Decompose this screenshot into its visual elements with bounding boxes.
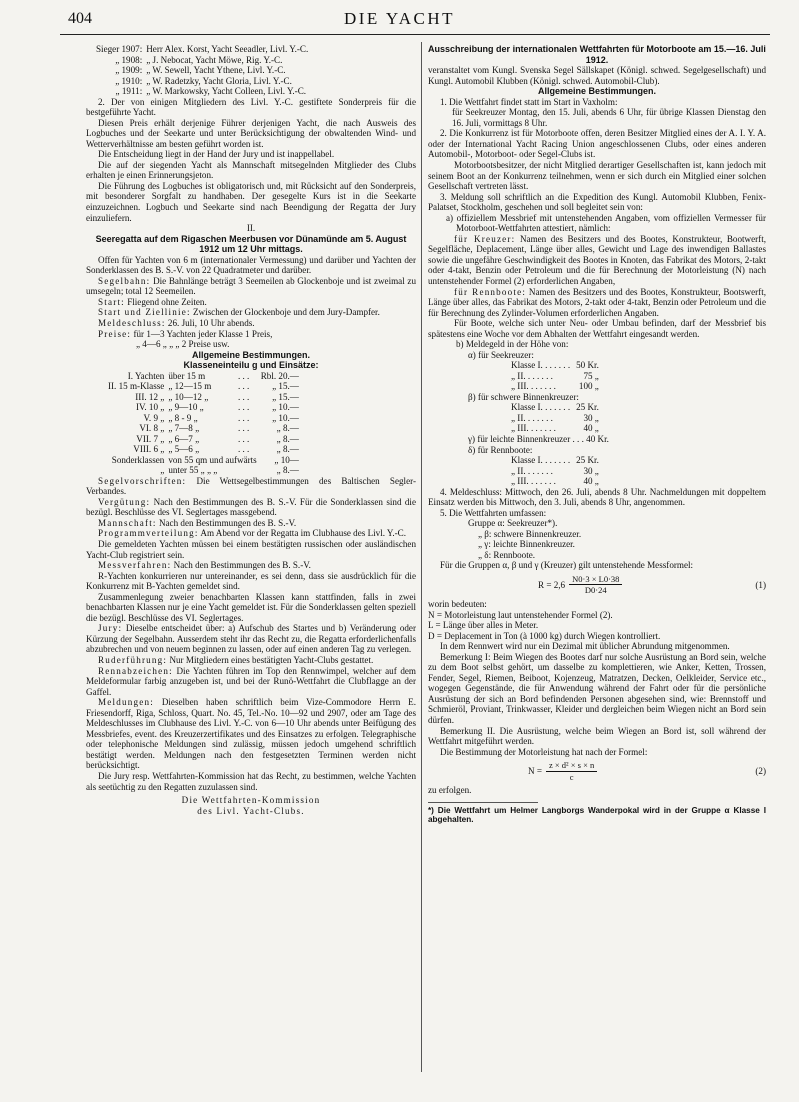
section-number: II. [246, 223, 256, 234]
group-item: Gruppe α: Seekreuzer*). [468, 518, 558, 529]
paragraph: Programmverteilung: Am Abend vor der Regatta im Clubhause des Livl. Y.-C. [98, 528, 406, 539]
paragraph: Die gemeldeten Yachten müssen bei einem bestätigten russischen oder ausländischen Yacht-Club registriert sein. [86, 539, 416, 560]
paragraph: Die Führung des Logbuches ist obligatorisch und, mit Rücksicht auf den Sonderpreis, mit besonderer Sorgfalt zu handhaben. Der gesegelte Kurs ist in die Seekarte einzuzeichnen. Logbuch und Seekarte sind nach Beendigung der Regatta der Jury einzuliefern. [86, 180, 416, 223]
formula-lhs: R = 2,6 [538, 579, 566, 590]
paragraph: Für die Gruppen α, β und γ (Kreuzer) gilt untenstehende Messformel: [440, 560, 694, 571]
section-heading: Ausschreibung der internationalen Wettfahrten für Motorboote am 15.—16. Juli 1912. [428, 44, 766, 65]
definition: L = Länge über alles in Meter. [428, 620, 539, 631]
paragraph: Ruderführung: Nur Mitgliedern eines bestätigten Yacht-Clubs gestattet. [98, 655, 374, 666]
paragraph: 4. Meldeschluss: Mittwoch, den 26. Juli, abends 8 Uhr. Nachmeldungen mit doppeltem Einsatz werden bis Mittwoch, den 3. Juli, abends 8 Uhr, angenommen. [428, 486, 766, 508]
formula-number: (2) [755, 765, 766, 776]
fee-row: „ II. . . . . . . 30 „ [511, 465, 599, 476]
formula-1 [428, 574, 766, 596]
group-item: „ δ: Rennboote. [478, 549, 536, 560]
subheading: Allgemeine Bestimmungen. [537, 86, 657, 97]
paragraph: R-Yachten konkurrieren nur untereinander, es sei denn, dass sie ausdrücklich für die Konkurrenz mit B-Yachten gemeldet sind. [86, 570, 416, 592]
winner-row: „ 1909: „ W. Sewell, Yacht Ythene, Livl. Y.-C. [115, 65, 286, 75]
paragraph: für Rennboote: Namen des Besitzers und des Bootes, Konstrukteur, Bootswerft, Länge über alles, das Fabrikat des Motors, 2-takt oder 4-takt, Benzin oder Petroleum und die für Berechnung des Zylinder-Volumen erforderlichen Angaben. [428, 286, 767, 318]
header-rule [60, 34, 770, 35]
paragraph: Für Boote, welche sich unter Neu- oder Umbau befinden, darf der Messbrief bis spätestens eine Woche vor dem Abhalten der Wettfahrt eingesandt werden. [428, 318, 766, 339]
class-row: III. 12 „ „ 10—12 „ . . . „ 15.— [135, 391, 299, 402]
class-row: I. Yachten über 15 m . . . Rbl. 20.— [127, 370, 299, 381]
fee-row: Klasse I. . . . . . . 50 Kr. [511, 360, 599, 371]
fee-table [508, 402, 602, 434]
fee-group: β) für schwere Binnenkreuzer: [468, 391, 579, 402]
paragraph: 3. Meldung soll schriftlich an die Expedition des Kungl. Automobil Klubben, Fenix-Palatset, Stockholm, geschehen und soll begleitet sein von: [428, 191, 766, 213]
formula-fraction [569, 574, 622, 596]
paragraph: 2. Der von einigen Mitgliedern des Livl. Y.-C. gestiftete Sonderpreis für die bestgeführte Yacht. [86, 96, 416, 118]
formula-number: (1) [755, 579, 766, 590]
paragraph: worin bedeuten: [428, 599, 487, 610]
fee-row: „ II. . . . . . . 30 „ [511, 412, 599, 423]
paragraph: Diesen Preis erhält derjenige Führer derjenigen Yacht, die nach Ausweis des Logbuches und der Seekarte und unter Berücksichtigung der obwaltenden Wind- und Wetterverhältnisse am besten geführt worden ist. [86, 117, 416, 149]
subheading: Klasseneinteilu g und Einsätze: [183, 360, 319, 371]
fee-table [508, 455, 602, 487]
class-row: V. 9 „ „ 8 - 9 „ . . . „ 10.— [143, 412, 299, 423]
paragraph: Segelbahn: Die Bahnlänge beträgt 3 Seemeilen ab Glockenboje und ist zweimal zu umsegeln; total 12 Seemeilen. [86, 275, 416, 297]
fee-list [428, 350, 766, 487]
paragraph: Jury: Dieselbe entscheidet über: a) Aufschub des Startes und b) Veränderung oder Kürzung der Segelbahn. Ausserdem steht ihr das Recht zu, die Regatta erforderlichenfalls abzubrechen und von neuem beginnen zu lassen, oder auf einen anderen Tag zu verlegen. [86, 623, 416, 655]
paragraph: Meldeschluss: 26. Juli, 10 Uhr abends. [98, 317, 255, 328]
fee-row: Klasse I. . . . . . . 25 Kr. [511, 402, 599, 413]
page-number: 404 [68, 10, 92, 27]
paragraph: Meldungen: Dieselben haben schriftlich beim Vize-Commodore Herrn E. Friesendorff, Riga, Schloss, Quart. No. 45, Tel.-No. 10—92 und 2907, oder am Tage des Meldeschlusses im Clubhause des Livl. Y.-C. von 6—10 Uhr abends unter Beifügung des Messbriefes, event. des Kreuzerzertifikates und des Einsatzes zu erfolgen. Telegraphische oder telephonische Meldungen sind zulässig, müssen jedoch umgehend schriftlich bestätigt werden. Meldungen nach den festgesetzten Terminen werden nicht berücksichtigt. [86, 697, 417, 771]
fee-group: α) für Seekreuzer: [468, 349, 534, 360]
class-row: VII. 7 „ „ 6—7 „ . . . „ 8.— [136, 433, 299, 444]
right-column [428, 44, 766, 825]
paragraph: Die auf der siegenden Yacht als Mannschaft mitsegelnden Mitglieder des Clubs erhalten je einen Erinnerungsjeton. [86, 159, 416, 181]
paragraph: Start: Fliegend ohne Zeiten. [98, 296, 207, 307]
paragraph: Segelvorschriften: Die Wettsegelbestimmungen des Baltischen Segler-Verbandes. [86, 475, 416, 497]
paragraph: Start und Ziellinie: Zwischen der Glockenboje und dem Jury-Dampfer. [98, 307, 380, 318]
definition: D = Deplacement in Ton (à 1000 kg) durch Wiegen kontrolliert. [428, 630, 661, 641]
paragraph: b) Meldegeld in der Höhe von: [456, 339, 569, 350]
winner-row: „ 1910: „ W. Radetzky, Yacht Gloria, Livl. Y.-C. [115, 75, 292, 86]
class-row: IV. 10 „ „ 9—10 „ . . . „ 10.— [135, 402, 299, 413]
fee-group: δ) für Rennboote: [468, 444, 533, 455]
class-row: II. 15 m-Klasse „ 12—15 m . . . „ 15.— [108, 381, 299, 392]
class-row: VIII. 6 „ „ 5—6 „ . . . „ 8.— [133, 444, 299, 455]
paragraph: Offen für Yachten von 6 m (internationaler Vermessung) und darüber und Yachten der Sonderklassen des B. S.-V. von 22 Quadratmeter und darüber. [86, 254, 416, 276]
paragraph: Motorbootsbesitzer, der nicht Mitglied derartiger Gesellschaften ist, kann jedoch mit seinem Boot an der Konkurrenz teilnehmen, wenn er sich durch ein Mitglied einer solchen Gesellschaft vertreten lässt. [428, 160, 766, 192]
journal-title: DIE YACHT [343, 9, 456, 28]
definition-list [428, 610, 766, 642]
paragraph: Zusammenlegung zweier benachbarten Klassen kann stattfinden, falls in zwei benachbarten Klassen nur je eine Yacht gemeldet ist. Für die Sonderklassen gelten speziell die bezügl. Beschlüsse des VI. Seglertages. [86, 591, 416, 623]
winner-row: „ 1908: „ J. Nebocat, Yacht Möwe, Rig. Y.-C. [115, 54, 283, 65]
footnote-rule [428, 802, 538, 803]
page-header [0, 0, 799, 34]
formula-lhs: N = [528, 765, 542, 776]
fee-row: „ III. . . . . . . 100 „ [511, 381, 599, 392]
paragraph: Die Entscheidung liegt in der Hand der Jury und ist inappellabel. [98, 149, 335, 160]
fee-table [508, 360, 602, 392]
footnote: *) Die Wettfahrt um Helmer Langborgs Wanderpokal wird in der Gruppe α Klasse I abgehalten. [428, 805, 766, 825]
paragraph: Rennabzeichen: Die Yachten führen im Top den Rennwimpel, welcher auf dem Meldeformular farbig anzugeben ist, und bei der Runö-Wettfahrt die Clubflagge an der Gaffel. [86, 665, 416, 697]
paragraph: 2. Die Konkurrenz ist für Motorboote offen, deren Besitzer Mitglied eines der A. I. Y. A. oder der International Yacht Racing Union angeschlossenen Clubs, oder eines anderen Automobil-, Motorboot- oder Segel-Clubs ist. [428, 128, 766, 160]
formula-denominator: c [569, 771, 574, 782]
winner-row: „ 1911: „ W. Markowsky, Yacht Colleen, Livl. Y.-C. [115, 86, 307, 96]
prizes-line2: „ 4—6 „ „ „ 2 Preise usw. [136, 339, 230, 350]
formula-denominator: D0·24 [584, 585, 607, 596]
signature-line: Die Wettfahrten-Kommission [181, 795, 321, 806]
fee-row: „ III. . . . . . . 40 „ [511, 476, 599, 487]
definition: N = Motorleistung laut untenstehender Formel (2). [428, 609, 613, 620]
group-item: „ β: schwere Binnenkreuzer. [478, 528, 582, 539]
note: Bemerkung II. Die Ausrüstung, welche beim Wiegen an Bord ist, soll während der Wettfahrt mitgeführt werden. [428, 725, 766, 747]
formula-numerator: z × d² × s × n [546, 760, 597, 772]
paragraph: Vergütung: Nach den Bestimmungen des B. S.-V. Für die Sonderklassen sind die bezügl. Beschlüsse des VI. Seglertages massgebend. [86, 496, 416, 518]
paragraph: für Seekreuzer Montag, den 15. Juli, abends 6 Uhr, für übrige Klassen Dienstag den 16. Juli, vormittags 8 Uhr. [452, 107, 766, 128]
class-table [106, 371, 301, 476]
signature-line: des Livl. Yacht-Clubs. [197, 805, 305, 816]
winner-row: Sieger 1907: Herr Alex. Korst, Yacht Seeadler, Livl. Y.-C. [96, 44, 309, 54]
organizer: veranstaltet vom Kungl. Svenska Segel Sällskapet (Königl. schwed. Segelgesellschaft) und Kungl. Automobil Klubben (Königl. schwed. Automobil-Club). [428, 65, 766, 86]
paragraph: Die Jury resp. Wettfahrten-Kommission hat das Recht, zu bestimmen, welche Yachten als seetüchtig zu den Regatten zuzulassen sind. [86, 771, 416, 792]
paragraph: für Kreuzer: Namen des Besitzers und des Bootes, Konstrukteur, Bootwerft, Segelfläche, Deplacement, Länge über alles, Gewicht und Lage des inwendigen Ballastes sowie die ungefähre Geschwindigkeit des Bootes in Knoten, das Fabrikat des Motors, 2-takt oder 4-takt, Benzin oder Petroleum und die für Berechnung der Motorleistung (N) nach untenstehender Formel (2) erforderlichen Angaben, [428, 233, 767, 287]
group-item: „ γ: leichte Binnenkreuzer. [478, 539, 575, 550]
fee-row: Klasse I. . . . . . . 25 Kr. [511, 455, 599, 466]
formula-fraction [546, 760, 597, 782]
left-column [86, 44, 416, 816]
formula-numerator: N0·3 × L0·38 [569, 574, 622, 586]
paragraph: zu erfolgen. [428, 785, 472, 796]
class-row: Sonderklassen von 55 qm und aufwärts „ 10— [111, 454, 299, 465]
group-list [428, 518, 766, 560]
subheading: Allgemeine Bestimmungen. [191, 349, 311, 360]
paragraph: a) offiziellem Messbrief mit untenstehenden Angaben, vom offiziellen Vermesser für Motorboot-Wettfahrten attestiert, nämlich: [446, 212, 766, 234]
paragraph: Mannschaft: Nach den Bestimmungen des B. S.-V. [98, 517, 297, 528]
paragraph: 5. Die Wettfahrten umfassen: [440, 507, 547, 518]
section-heading: Seeregatta auf dem Rigaschen Meerbusen vor Dünamünde am 5. August 1912 um 12 Uhr mittags. [95, 233, 407, 255]
class-row: „ unter 55 „ „ „ „ 8.— [160, 465, 299, 476]
fee-row: „ II. . . . . . . 75 „ [511, 370, 599, 381]
note: Bemerkung I: Beim Wiegen des Bootes darf nur solche Ausrüstung an Bord sein, welche zu dem Boot selbst gehört, um dasselbe zu komplettieren, wie Anker, Ketten, Trossen, Fender, Segel, Riemen, Beiboot, Kojenzeug, Matratzen, Decken, Oelkleider, Service etc., wogegen Gegenstände, die für Anwendung während der Fahrt oder für die persönliche Ausrüstung der sich an Bord befindenden Personen abgesehen sind, wie: Brennstoff und Schmieröl, Proviant, Trinkwasser, Kleider und dergleichen beim Wiegen nicht an Bord sein dürfen. [428, 651, 766, 726]
paragraph: Die Bestimmung der Motorleistung hat nach der Formel: [440, 746, 648, 757]
fee-row: „ III. . . . . . . 40 „ [511, 423, 599, 434]
prizes: Preise: für 1—3 Yachten jeder Klasse 1 Preis, [98, 328, 273, 339]
paragraph: 1. Die Wettfahrt findet statt im Start in Vaxholm: [440, 96, 618, 107]
paragraph: In dem Rennwert wird nur ein Dezimal mit üblicher Abrundung mitgenommen. [440, 641, 730, 652]
paragraph: Messverfahren: Nach den Bestimmungen des B. S.-V. [98, 560, 311, 571]
formula-2 [428, 760, 766, 782]
column-divider [421, 42, 422, 1072]
fee-group: γ) für leichte Binnenkreuzer . . . 40 Kr. [468, 433, 609, 444]
winners-list [94, 44, 310, 97]
class-row: VI. 8 „ „ 7—8 „ . . . „ 8.— [139, 423, 299, 434]
